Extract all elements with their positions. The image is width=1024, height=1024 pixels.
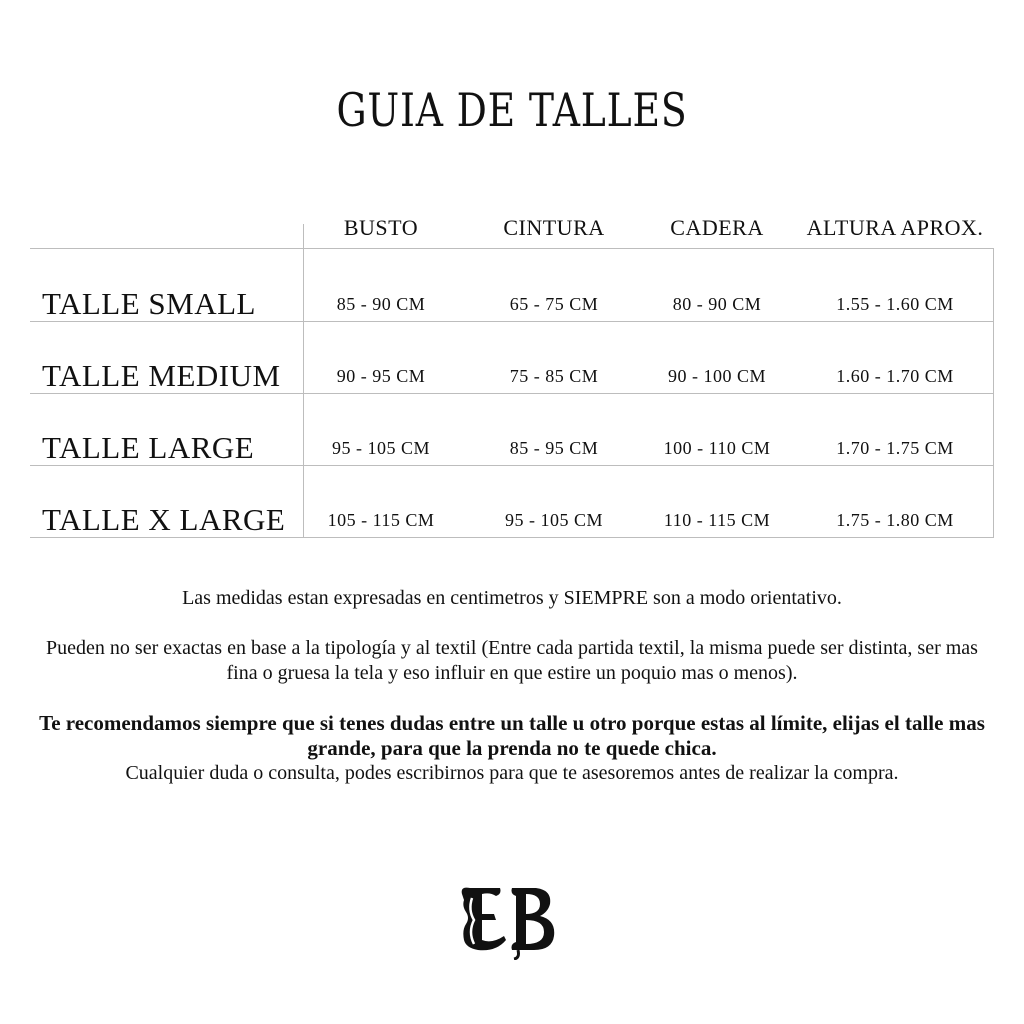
logo-letter-e [462,888,506,951]
table-cell: 1.70 - 1.75 CM [836,438,954,458]
notes-section [30,586,994,786]
table-cell: 1.75 - 1.80 CM [836,510,954,530]
table-cell: 95 - 105 CM [504,510,603,530]
table-cell: 1.60 - 1.70 CM [836,366,954,386]
row-divider [30,393,993,394]
table-cell: 90 - 100 CM [667,366,766,386]
column-header-busto: BUSTO [343,215,419,240]
table-cell: 95 - 105 CM [331,438,430,458]
note-measurements: Las medidas estan expresadas en centimetros y SIEMPRE son a modo orientativo. [182,587,842,609]
table-cell: 85 - 95 CM [509,438,599,458]
eb-logo-icon [452,880,572,960]
table-header-divider [30,248,993,249]
table-right-border [993,248,994,538]
table-bottom-border [30,537,993,538]
logo-letter-b [512,888,555,950]
row-label-medium: TALLE MEDIUM [42,358,281,393]
row-divider [30,465,993,466]
column-header-altura: ALTURA APROX. [806,215,984,240]
note-textile: Pueden no ser exactas en base a la tipología y al textil (Entre cada partida textil, la misma puede ser distinta, ser mas fina o gruesa la tela y eso influir en que estire un poquio mas o menos). [46,637,978,684]
row-label-large: TALLE LARGE [42,430,255,465]
eb-monogram-logo [452,880,572,960]
table-cell: 110 - 115 CM [663,510,771,530]
table-cell: 80 - 90 CM [672,294,762,314]
row-divider [30,321,993,322]
table-cell: 85 - 90 CM [336,294,426,314]
table-cell: 105 - 115 CM [327,510,435,530]
table-cell: 75 - 85 CM [509,366,599,386]
column-header-cadera: CADERA [670,215,764,240]
table-cell: 90 - 95 CM [336,366,426,386]
table-cell: 1.55 - 1.60 CM [836,294,954,314]
table-cell: 100 - 110 CM [663,438,771,458]
row-label-x-large: TALLE X LARGE [42,502,286,537]
page-title: GUIA DE TALLES [336,83,688,137]
table-cell: 65 - 75 CM [509,294,599,314]
column-header-cintura: CINTURA [503,215,605,240]
note-recommendation: Te recomendamos siempre que si tenes dudas entre un talle u otro porque estas al límite, elijas el talle mas grande, para que la prenda no te quede chica. [39,711,985,760]
note-contact: Cualquier duda o consulta, podes escribirnos para que te asesoremos antes de realizar la compra. [125,762,899,784]
row-label-small: TALLE SMALL [42,286,256,321]
